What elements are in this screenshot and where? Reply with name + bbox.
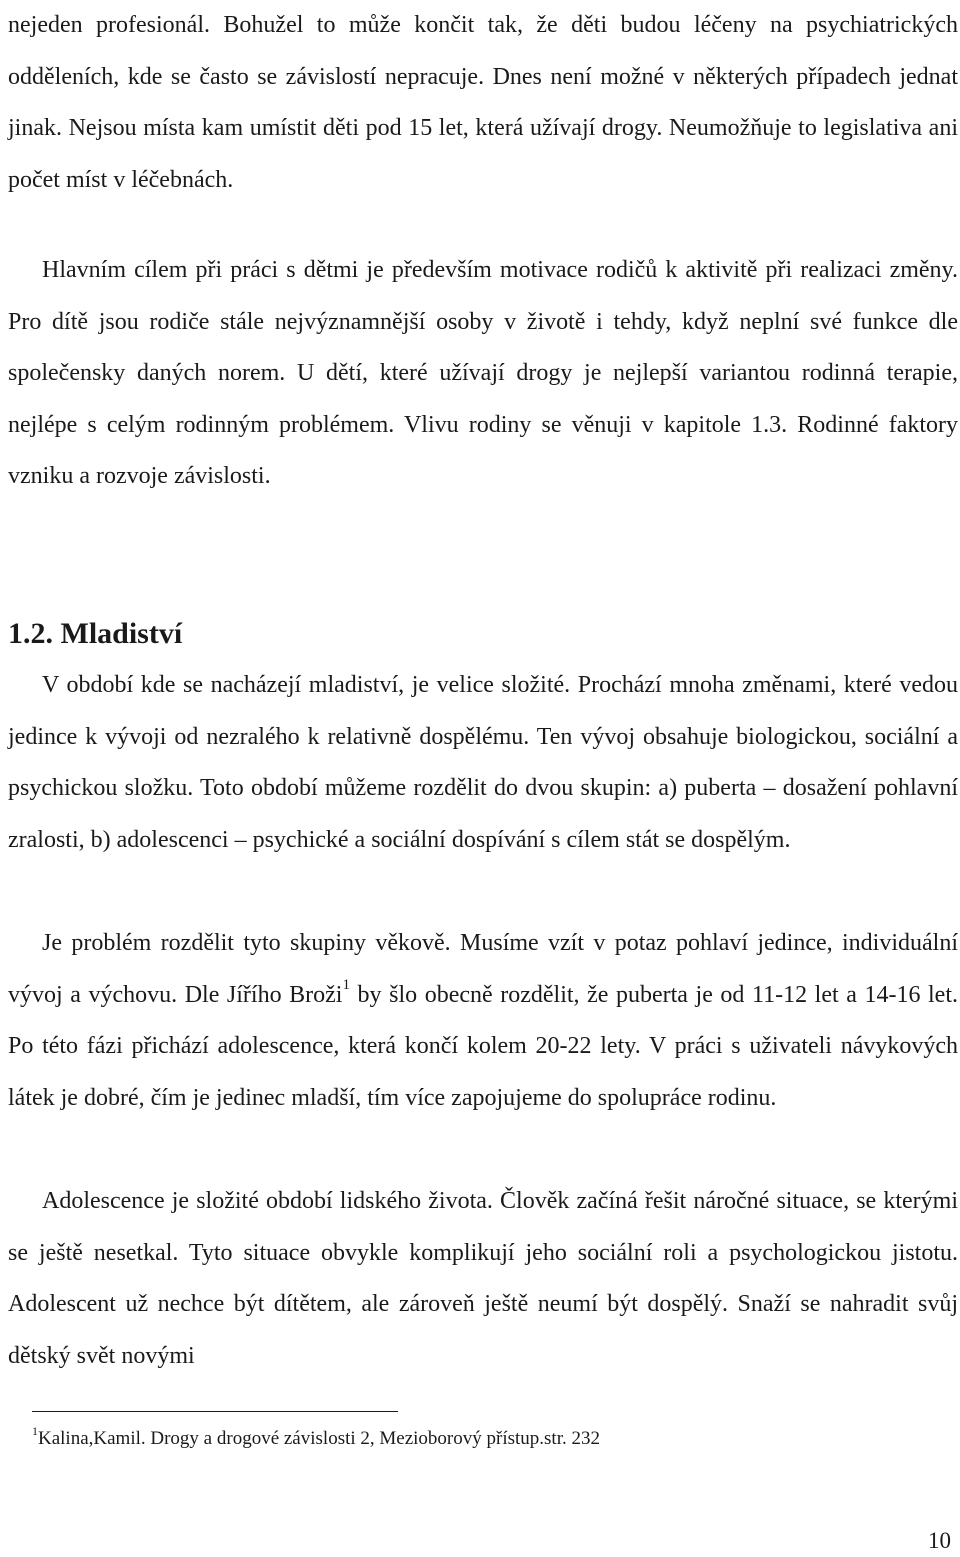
paragraph-adolescence-life: Adolescence je složité období lidského života. Člověk začíná řešit náročné situace, se kterými se ještě nesetkal. Tyto situace obvykle komplikují jeho sociální roli a psychologickou jistotu. Adolescent už nechce být dítětem, ale zároveň ještě neumí být dospělý. Snaží se nahradit svůj dětský svět novými bbox=[8, 1188, 958, 1369]
paragraph-age-groups bbox=[8, 918, 958, 1124]
footnote-mark: 1 bbox=[32, 1423, 38, 1438]
paragraph-parental-motivation: Hlavním cílem při práci s dětmi je především motivace rodičů k aktivitě při realizaci změny. Pro dítě jsou rodiče stále nejvýznamnější osoby v životě i tehdy, když neplní své funkce dle společensky daných norem. U dětí, které užívají drogy je nejlepší variantou rodinná terapie, nejlépe s celým rodinným problémem. Vlivu rodiny se věnuji v kapitole 1.3. Rodinné faktory vzniku a rozvoje závislosti. bbox=[8, 257, 958, 490]
section-title: Mladiství bbox=[60, 617, 183, 650]
paragraph-continuation: nejeden profesionál. Bohužel to může končit tak, že děti budou léčeny na psychiatrických odděleních, kde se často se závislostí nepracuje. Dnes není možné v některých případech jednat jinak. Nejsou místa kam umístit děti pod 15 let, která užívají drogy. Neumožňuje to legislativa ani počet míst v léčebnách. bbox=[8, 12, 958, 193]
footnote-text: Kalina,Kamil. Drogy a drogové závislosti 2, Mezioborový přístup.str. 232 bbox=[38, 1428, 600, 1449]
section-number: 1.2. bbox=[8, 617, 53, 650]
page-number: 10 bbox=[928, 1528, 951, 1553]
footnote bbox=[32, 1425, 932, 1453]
paragraph-adolescence-period: V období kde se nacházejí mladiství, je velice složité. Prochází mnoha změnami, které vedou jedince k vývoji od nezralého k relativně dospělému. Ten vývoj obsahuje biologickou, sociální a psychickou složku. Toto období můžeme rozdělit do dvou skupin: a) puberta – dosažení pohlavní zralosti, b) adolescenci – psychické a sociální dospívání s cílem stát se dospělým. bbox=[8, 672, 958, 853]
footnote-reference: 1 bbox=[342, 976, 350, 993]
footnote-separator bbox=[32, 1411, 398, 1412]
section-heading bbox=[8, 612, 958, 656]
paragraph-text-after-ref: by šlo obecně rozdělit, že puberta je od 11-12 let a 14-16 let. Po této fázi přichází adolescence, která končí kolem 20-22 lety. V práci s uživateli návykových látek je dobré, čím je jedinec mladší, tím více zapojujeme do spolupráce rodinu. bbox=[8, 981, 958, 1111]
paragraph-text-before-ref: Je problém rozdělit tyto skupiny věkově. Musíme vzít v potaz pohlaví jedince, individuální vývoj a výchovu. Dle Jířího Broži bbox=[8, 930, 958, 1008]
